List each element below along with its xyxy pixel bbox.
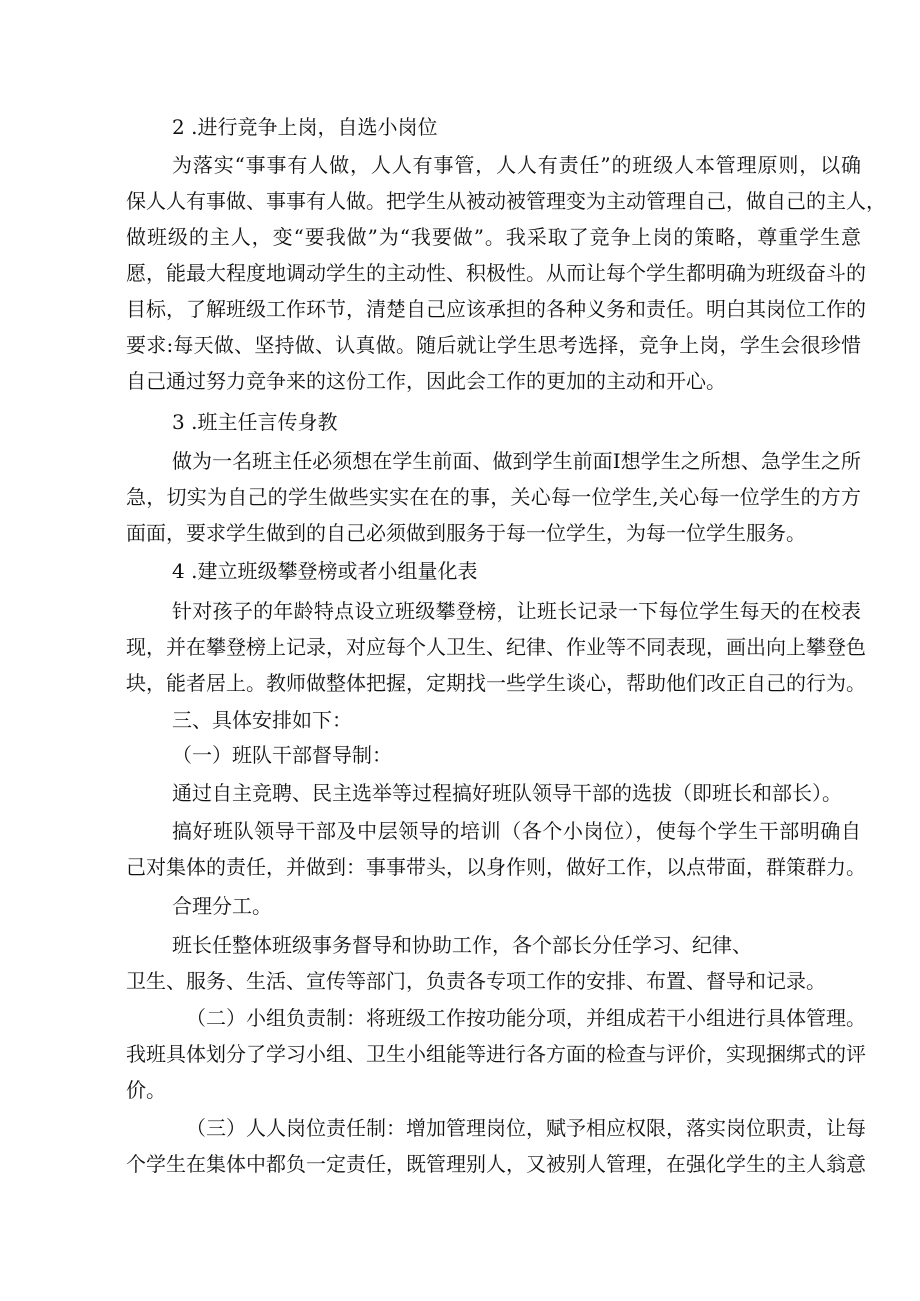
heading-3: 3 .班主任言传身教	[172, 410, 338, 434]
subsection-1-paragraph-1: 通过自主竞聘、民主选举等过程搞好班队领导干部的选拔（即班长和部长）。	[172, 781, 842, 805]
heading-4: 4 .建立班级攀登榜或者小组量化表	[172, 559, 478, 583]
paragraph-line: 做班级的主人，变“要我做”为“我要做”。我采取了竞争上岗的策略，尊重学生意	[126, 225, 861, 249]
paragraph-line: 为落实“事事有人做，人人有事管，人人有责任”的班级人本管理原则，以确	[172, 153, 861, 177]
paragraph-line: 保人人有事做、事事有人做。把学生从被动被管理变为主动管理自己，做自己的主人，	[126, 189, 886, 213]
section-3-title: 三、具体安排如下：	[172, 708, 352, 732]
subsection-1-paragraph-3: 合理分工。	[172, 894, 272, 918]
paragraph-3	[126, 443, 861, 551]
paragraph-line: 班长任整体班级事务督导和协助工作，各个部长分任学习、纪律、	[172, 933, 752, 957]
paragraph-line: 个学生在集体中都负一定责任，既管理别人，又被别人管理，在强化学生的主人翁意	[126, 1152, 866, 1176]
paragraph-line: 急，切实为自己的学生做些实实在在的事，关心每一位学生,关心每一位学生的方方	[126, 485, 861, 509]
paragraph-line: 块，能者居上。教师做整体把握，定期找一些学生谈心，帮助他们改正自己的行为。	[126, 671, 866, 695]
paragraph-line: 做为一名班主任必须想在学生前面、做到学生前面I想学生之所想、急学生之所	[172, 449, 861, 473]
paragraph-line: （二）小组负责制：将班级工作按功能分项，并组成若干小组进行具体管理。	[186, 1006, 866, 1030]
subsection-2-paragraph	[126, 1000, 866, 1108]
subsection-1-title: （一）班队干部督导制：	[172, 743, 392, 767]
paragraph-line: 面面，要求学生做到的自己必须做到服务于每一位学生，为每一位学生服务。	[126, 521, 806, 545]
subsection-1-paragraph-2	[126, 813, 866, 885]
paragraph-line: 搞好班队领导干部及中层领导的培训（各个小岗位），使每个学生干部明确自	[172, 819, 861, 843]
paragraph-line: 现，并在攀登榜上记录，对应每个人卫生、纪律、作业等不同表现，画出向上攀登色	[126, 635, 866, 659]
paragraph-4	[126, 593, 866, 701]
paragraph-line: 价。	[126, 1078, 166, 1102]
paragraph-line: （三）人人岗位责任制：增加管理岗位，赋予相应权限，落实岗位职责，让每	[186, 1116, 866, 1140]
paragraph-line: 愿，能最大程度地调动学生的主动性、积极性。从而让每个学生都明确为班级奋斗的	[126, 261, 866, 285]
paragraph-line: 针对孩子的年龄特点设立班级攀登榜，让班长记录一下每位学生每天的在校表	[172, 599, 861, 623]
paragraph-2	[126, 147, 886, 399]
heading-2: 2 .进行竞争上岗，自选小岗位	[172, 115, 438, 139]
subsection-3-paragraph	[126, 1110, 866, 1182]
paragraph-line: 卫生、服务、生活、宣传等部门，负责各专项工作的安排、布置、督导和记录。	[126, 969, 826, 993]
paragraph-line: 要求:每天做、坚持做、认真做。随后就让学生思考选择，竞争上岗，学生会很珍惜	[126, 333, 861, 357]
paragraph-line: 目标，了解班级工作环节，清楚自己应该承担的各种义务和责任。明白其岗位工作的	[126, 297, 866, 321]
subsection-1-paragraph-4	[126, 927, 861, 999]
paragraph-line: 我班具体划分了学习小组、卫生小组能等进行各方面的检查与评价，实现捆绑式的评	[126, 1042, 866, 1066]
paragraph-line: 自己通过努力竞争来的这份工作，因此会工作的更加的主动和开心。	[126, 369, 726, 393]
paragraph-line: 己对集体的责任，并做到：事事带头，以身作则，做好工作，以点带面，群策群力。	[126, 855, 866, 879]
